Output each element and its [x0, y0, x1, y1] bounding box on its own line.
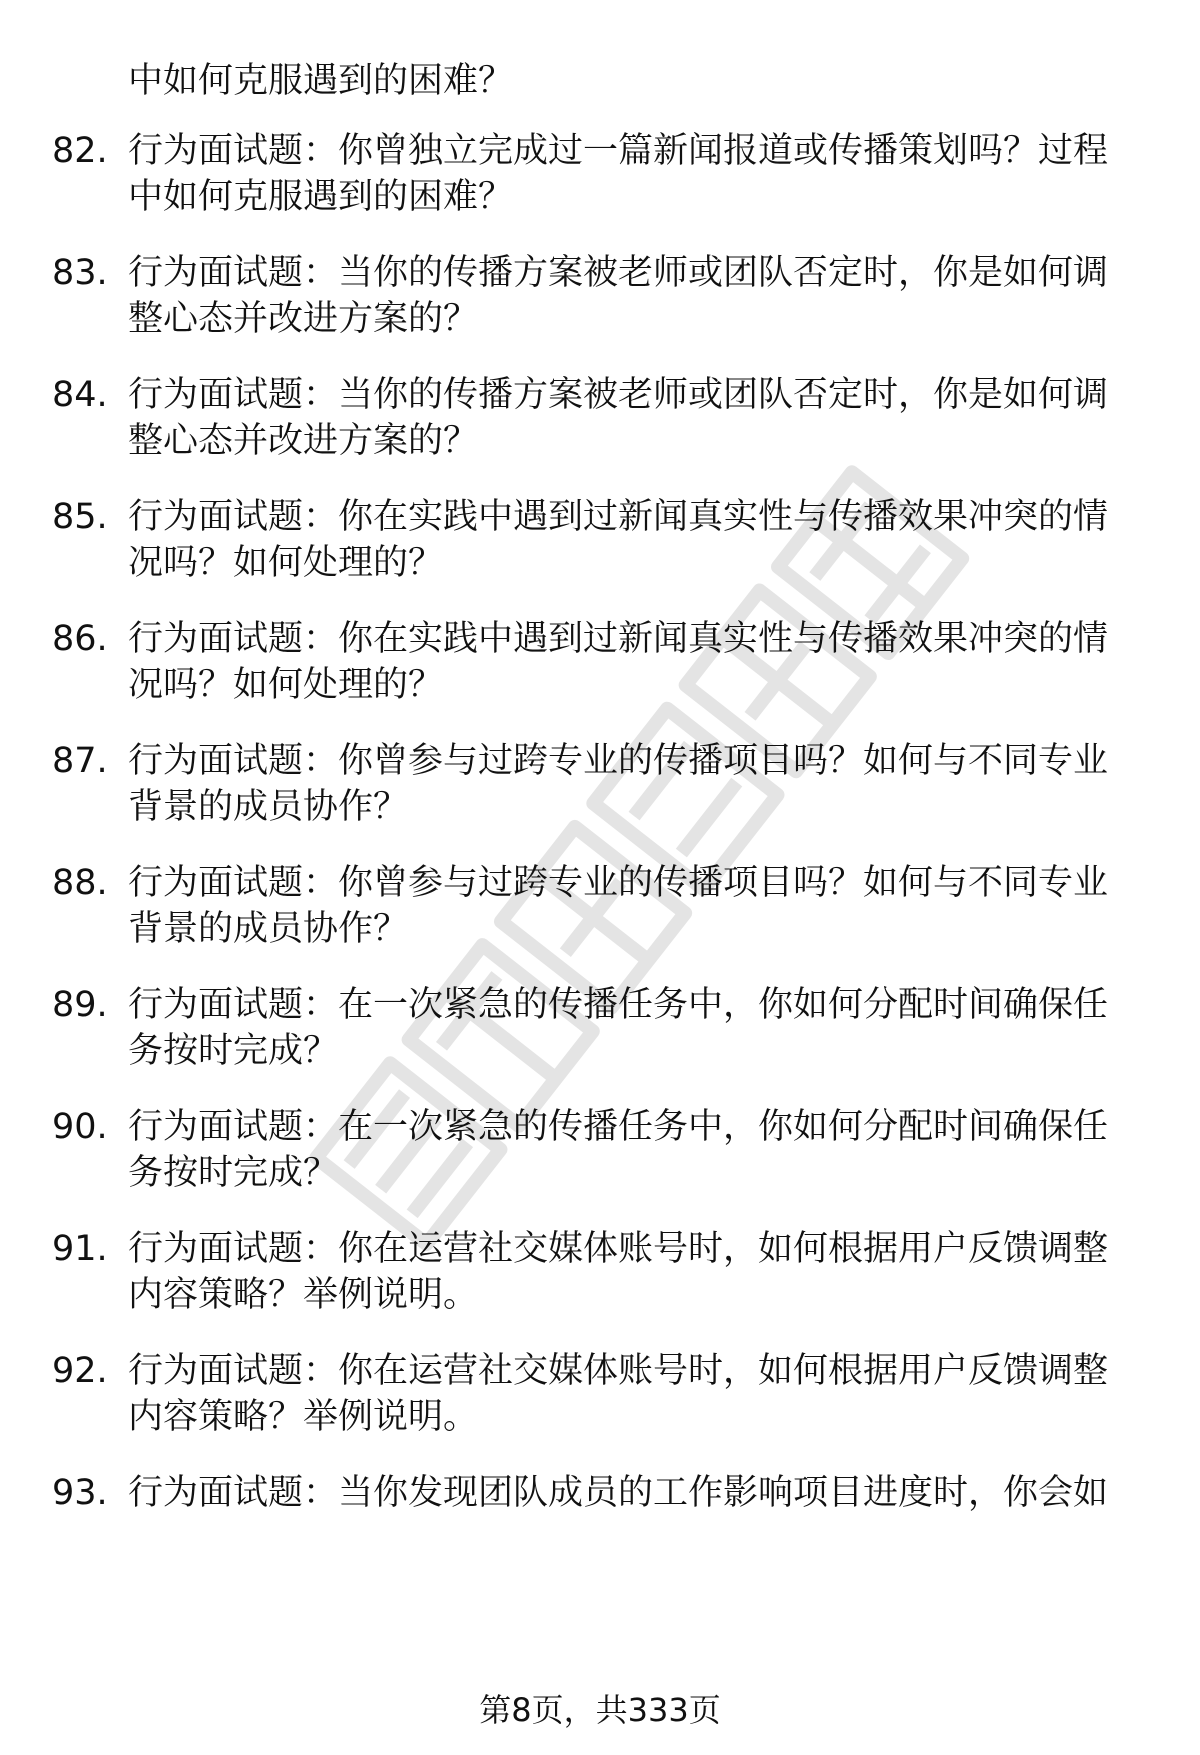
question-text-line: 行为面试题：你曾参与过跨专业的传播项目吗？如何与不同专业 — [128, 863, 1109, 903]
question-text-line: 行为面试题：在一次紧急的传播任务中，你如何分配时间确保任 — [128, 1107, 1109, 1147]
question-number: 85. — [52, 497, 108, 537]
question-text-line: 行为面试题：你曾参与过跨专业的传播项目吗？如何与不同专业 — [128, 741, 1109, 781]
question-text-line: 行为面试题：你曾独立完成过一篇新闻报道或传播策划吗？过程 — [128, 131, 1109, 171]
question-text-line: 行为面试题：你在实践中遇到过新闻真实性与传播效果冲突的情 — [128, 497, 1109, 537]
question-text-line: 整心态并改进方案的？ — [128, 421, 479, 461]
question-text-line: 行为面试题：当你发现团队成员的工作影响项目进度时，你会如 — [128, 1473, 1109, 1513]
question-text-line: 中如何克服遇到的困难？ — [128, 177, 514, 217]
list-item — [0, 860, 1200, 960]
question-text-line: 行为面试题：在一次紧急的传播任务中，你如何分配时间确保任 — [128, 985, 1109, 1025]
question-number: 89. — [52, 985, 108, 1025]
question-number: 83. — [52, 253, 108, 293]
question-number: 82. — [52, 131, 108, 171]
question-text-line: 行为面试题：你在运营社交媒体账号时，如何根据用户反馈调整 — [128, 1229, 1109, 1269]
question-number: 88. — [52, 863, 108, 903]
question-text-line: 行为面试题：你在运营社交媒体账号时，如何根据用户反馈调整 — [128, 1351, 1109, 1391]
list-item — [0, 616, 1200, 716]
list-item — [0, 738, 1200, 838]
question-number: 90. — [52, 1107, 108, 1147]
question-text-line: 内容策略？举例说明。 — [128, 1275, 479, 1315]
question-text-line: 况吗？如何处理的？ — [128, 665, 444, 705]
question-text-line: 况吗？如何处理的？ — [128, 543, 444, 583]
question-text-line: 行为面试题：你在实践中遇到过新闻真实性与传播效果冲突的情 — [128, 619, 1109, 659]
list-item — [0, 1348, 1200, 1448]
question-number: 84. — [52, 375, 108, 415]
question-text-line: 行为面试题：当你的传播方案被老师或团队否定时，你是如何调 — [128, 253, 1109, 293]
list-item — [0, 1226, 1200, 1326]
question-text-line: 背景的成员协作？ — [128, 787, 409, 827]
list-item — [0, 1470, 1200, 1570]
question-text-line: 背景的成员协作？ — [128, 909, 409, 949]
question-number: 91. — [52, 1229, 108, 1269]
list-item — [0, 982, 1200, 1082]
question-text-line: 行为面试题：当你的传播方案被老师或团队否定时，你是如何调 — [128, 375, 1109, 415]
page-number-footer: 第8页，共333页 — [479, 1691, 721, 1729]
list-item — [0, 1104, 1200, 1204]
question-text-line: 整心态并改进方案的？ — [128, 299, 479, 339]
question-text-line: 内容策略？举例说明。 — [128, 1397, 479, 1437]
list-item — [0, 128, 1200, 228]
question-number: 86. — [52, 619, 108, 659]
previous-question-continuation: 中如何克服遇到的困难？ — [128, 61, 514, 101]
question-text-line: 务按时完成？ — [128, 1153, 339, 1193]
question-number: 92. — [52, 1351, 108, 1391]
list-item — [0, 494, 1200, 594]
list-item — [0, 372, 1200, 472]
question-text-line: 务按时完成？ — [128, 1031, 339, 1071]
question-number: 93. — [52, 1473, 108, 1513]
list-item — [0, 250, 1200, 350]
question-number: 87. — [52, 741, 108, 781]
